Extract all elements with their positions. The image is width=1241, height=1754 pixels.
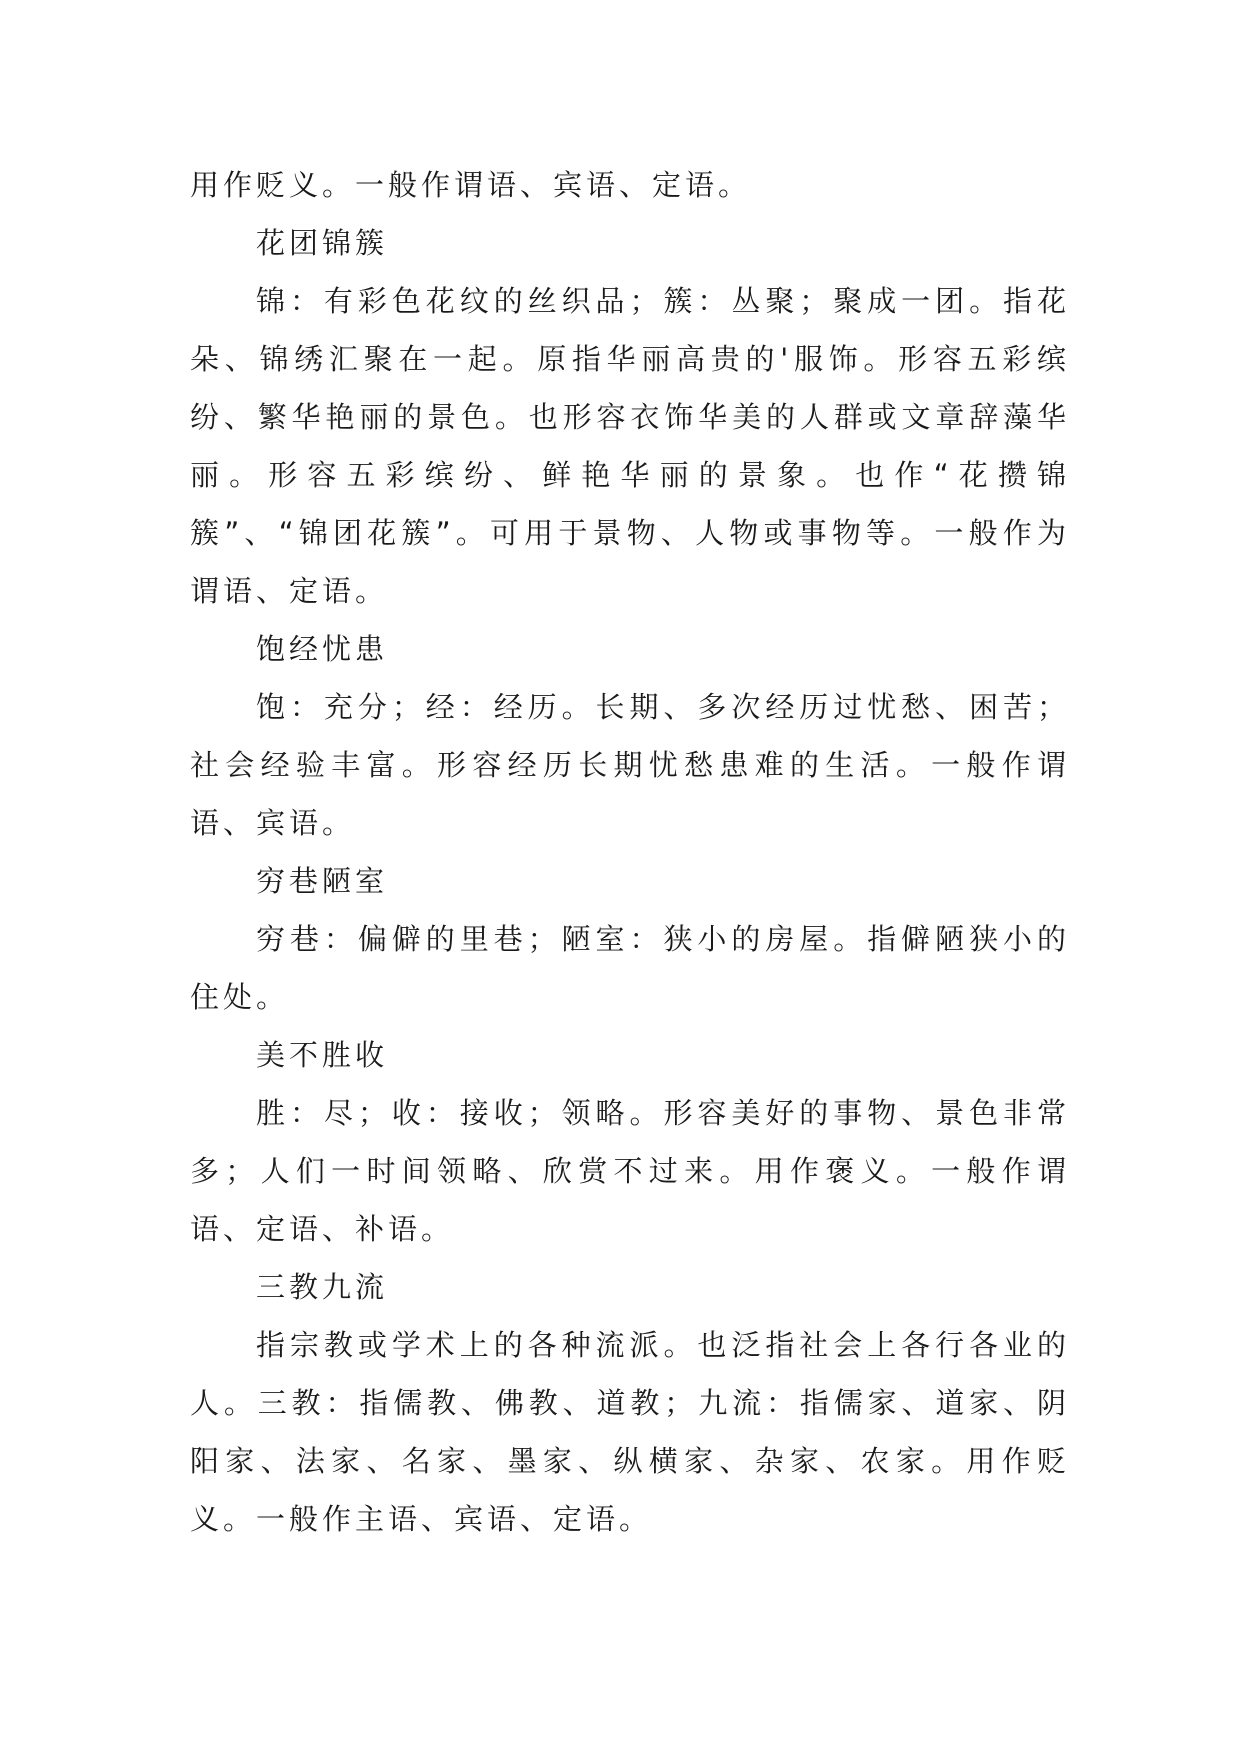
idiom-title-huatuanjincu: 花团锦簇: [256, 226, 389, 260]
document-body: [190, 156, 1070, 1548]
idiom-definition-sanjiaojiuliu: 指宗教或学术上的各种流派。也泛指社会上各行各业的人。三教：指儒教、佛教、道教；九流：指儒家、道家、阴阳家、法家、名家、墨家、纵横家、杂家、农家。用作贬义。一般作主语、宾语、定语。: [190, 1328, 1070, 1536]
idiom-title-meibushengshou: 美不胜收: [256, 1038, 389, 1072]
continuation-paragraph: 用作贬义。一般作谓语、宾语、定语。: [190, 168, 752, 202]
idiom-definition-baojingyouhuan: 饱：充分；经：经历。长期、多次经历过忧愁、困苦；社会经验丰富。形容经历长期忧愁患难的生活。一般作谓语、宾语。: [190, 690, 1070, 840]
idiom-definition-qiongxianglushi: 穷巷：偏僻的里巷；陋室：狭小的房屋。指僻陋狭小的住处。: [190, 922, 1070, 1014]
idiom-title-qiongxianglushi: 穷巷陋室: [256, 864, 389, 898]
idiom-title-baojingyouhuan: 饱经忧患: [256, 632, 389, 666]
idiom-definition-huatuanjincu: 锦：有彩色花纹的丝织品；簇：丛聚；聚成一团。指花朵、锦绣汇聚在一起。原指华丽高贵的'服饰。形容五彩缤纷、繁华艳丽的景色。也形容衣饰华美的人群或文章辞藻华丽。形容五彩缤纷、鲜艳华丽的景象。也作“花攒锦簇”、“锦团花簇”。可用于景物、人物或事物等。一般作为谓语、定语。: [190, 284, 1070, 608]
idiom-title-sanjiaojiuliu: 三教九流: [256, 1270, 389, 1304]
idiom-definition-meibushengshou: 胜：尽；收：接收；领略。形容美好的事物、景色非常多；人们一时间领略、欣赏不过来。用作褒义。一般作谓语、定语、补语。: [190, 1096, 1070, 1246]
